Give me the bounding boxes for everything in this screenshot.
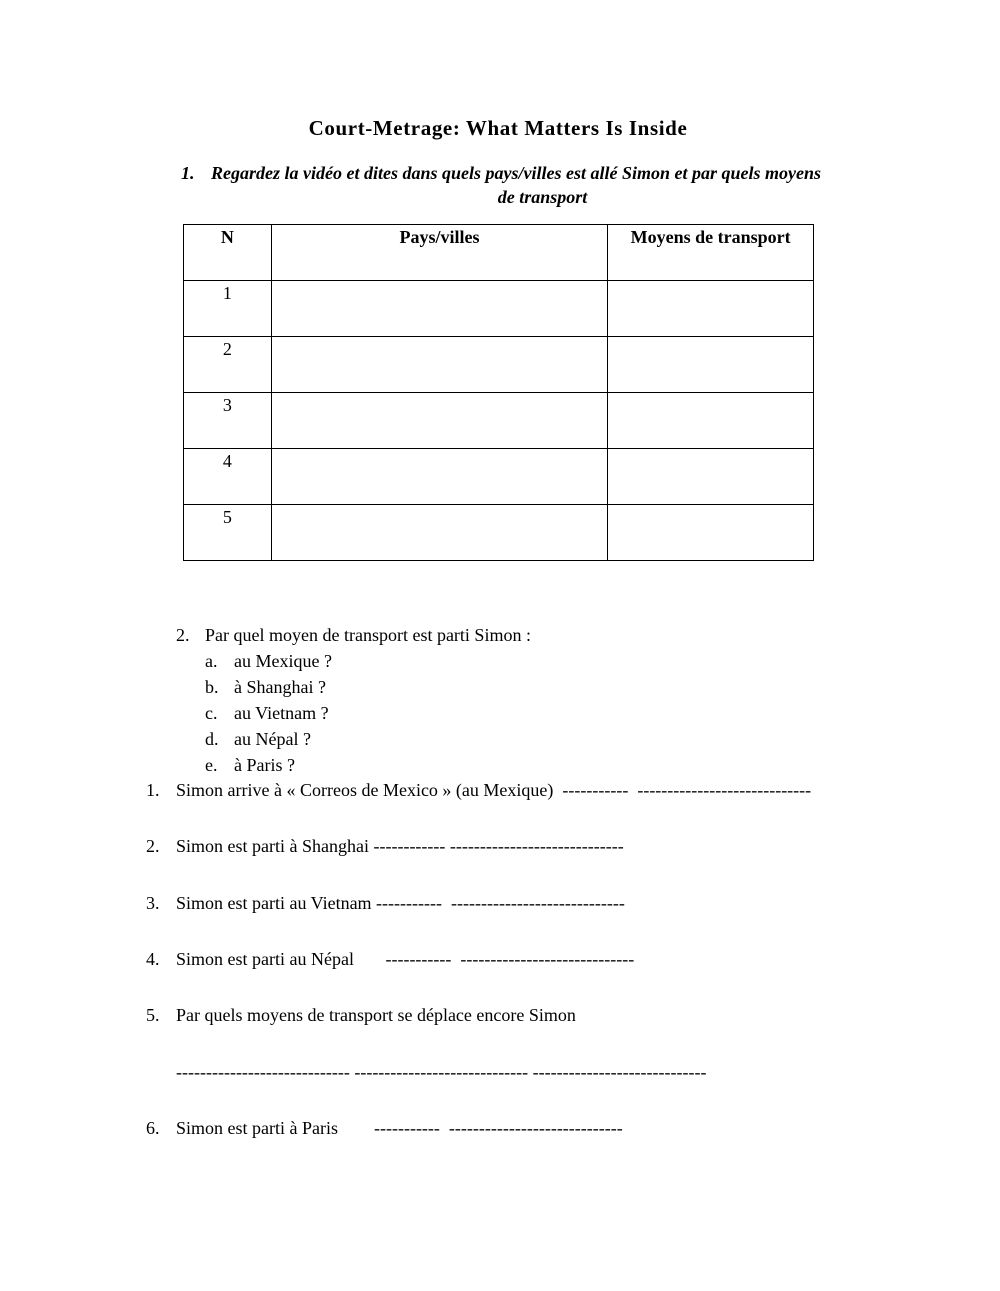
table-row xyxy=(184,337,814,393)
page-title: Court-Metrage: What Matters Is Inside xyxy=(308,116,688,140)
pays-cell[interactable] xyxy=(271,337,607,393)
table-row xyxy=(184,393,814,449)
pays-cell[interactable] xyxy=(271,281,607,337)
row-number: 1 xyxy=(184,281,272,337)
list-item: au Vietnam ? xyxy=(234,703,329,723)
list-item-letter: b. xyxy=(205,677,219,697)
transport-cell[interactable] xyxy=(608,393,814,449)
exercise-2-number: 2. xyxy=(176,625,190,645)
list-item: à Paris ? xyxy=(234,755,295,775)
list-item-letter: d. xyxy=(205,729,219,749)
answer-line[interactable]: Simon est parti au Vietnam ----------- ----------------------------- xyxy=(176,893,625,913)
transport-cell[interactable] xyxy=(608,281,814,337)
answer-line[interactable]: Simon arrive à « Correos de Mexico » (au Mexique) ----------- ----------------------------- xyxy=(176,780,812,800)
table-row xyxy=(184,449,814,505)
transport-cell[interactable] xyxy=(608,337,814,393)
answer-number: 5. xyxy=(146,1005,160,1025)
transport-cell[interactable] xyxy=(608,449,814,505)
answer-line[interactable]: Simon est parti à Shanghai ------------ ----------------------------- xyxy=(176,836,624,856)
exercise-1-number: 1. xyxy=(181,163,195,183)
row-number: 2 xyxy=(184,337,272,393)
list-item: au Népal ? xyxy=(234,729,311,749)
table-header-pays-villes: Pays/villes xyxy=(271,225,607,281)
row-number: 3 xyxy=(184,393,272,449)
answer-line[interactable]: Simon est parti à Paris ----------- ----------------------------- xyxy=(176,1118,623,1138)
exercise-1-instruction-line-2: de transport xyxy=(497,187,588,207)
answer-number: 3. xyxy=(146,893,160,913)
table-row xyxy=(184,505,814,561)
answer-number: 1. xyxy=(146,780,160,800)
table-header-row xyxy=(184,225,814,281)
answer-number: 6. xyxy=(146,1118,160,1138)
list-item: au Mexique ? xyxy=(234,651,332,671)
answer-line: Par quels moyens de transport se déplace encore Simon xyxy=(176,1005,576,1025)
answer-number: 4. xyxy=(146,949,160,969)
pays-cell[interactable] xyxy=(271,505,607,561)
list-item: à Shanghai ? xyxy=(234,677,326,697)
table-header-moyens: Moyens de transport xyxy=(608,225,814,281)
pays-cell[interactable] xyxy=(271,449,607,505)
row-number: 5 xyxy=(184,505,272,561)
exercise-1-instruction-line-1: Regardez la vidéo et dites dans quels pays/villes est allé Simon et par quels moyens xyxy=(211,163,821,183)
exercise-2-prompt: Par quel moyen de transport est parti Simon : xyxy=(205,625,531,645)
answer-line[interactable]: Simon est parti au Népal ----------- ----------------------------- xyxy=(176,949,635,969)
row-number: 4 xyxy=(184,449,272,505)
table-header-n: N xyxy=(184,225,272,281)
answer-table xyxy=(183,224,814,561)
transport-cell[interactable] xyxy=(608,505,814,561)
answer-number: 2. xyxy=(146,836,160,856)
list-item-letter: e. xyxy=(205,755,218,775)
answer-line[interactable]: ----------------------------- ----------------------------- ----------------------------- xyxy=(176,1062,707,1082)
list-item-letter: c. xyxy=(205,703,218,723)
list-item-letter: a. xyxy=(205,651,218,671)
pays-cell[interactable] xyxy=(271,393,607,449)
table-row xyxy=(184,281,814,337)
